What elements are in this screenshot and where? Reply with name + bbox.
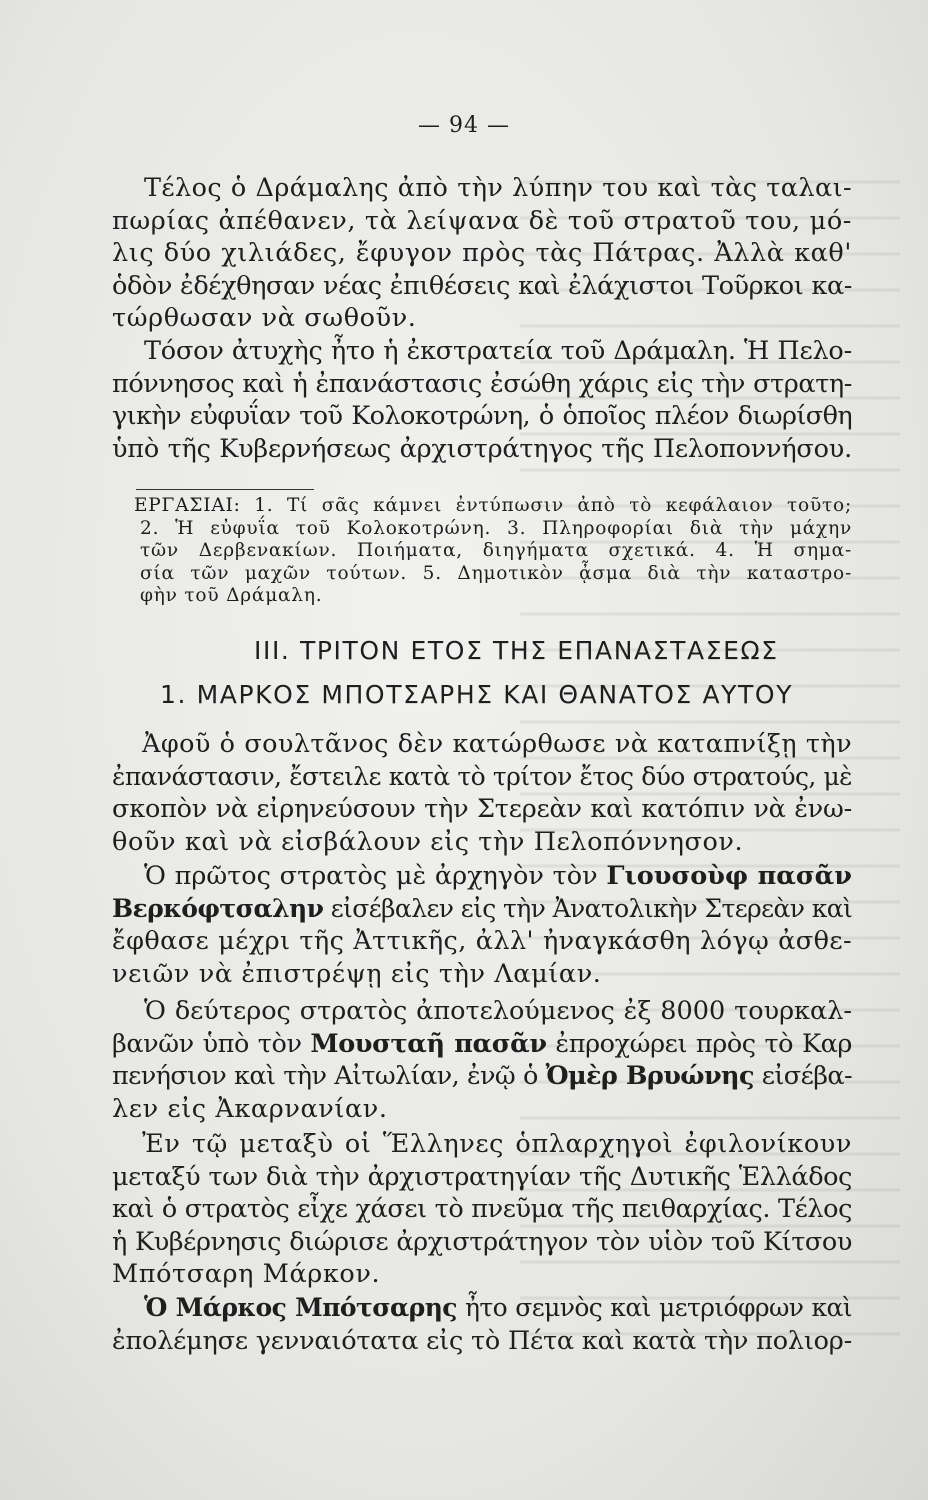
- exercises-block: [134, 495, 852, 608]
- name-yusuf-pasha: Γιουσοὺφ πασᾶν: [606, 861, 852, 891]
- text-line: βανῶν ὑπὸ τὸν Μουσταῆ πασᾶν ἐπροχώρει πρὸς τὸ Καρ: [112, 1028, 852, 1059]
- paragraph-kolokotronis: [112, 335, 852, 465]
- text-line: γικὴν εὐφυΐαν τοῦ Κολοκοτρώνη, ὁ ὁποῖος πλέον διωρίσθη: [112, 401, 852, 431]
- text-line: ὑπὸ τῆς Κυβερνήσεως ἀρχιστράτηγος τῆς Πελοποννήσου.: [112, 433, 852, 464]
- text-line: Τόσον ἀτυχὴς ἦτο ἡ ἐκστρατεία τοῦ Δράμαλη. Ἡ Πελο-: [144, 336, 852, 366]
- text-line: ἔφθασε μέχρι τῆς Ἀττικῆς, ἀλλ' ἠναγκάσθη λόγῳ ἀσθε-: [112, 926, 852, 956]
- name-berkoftsali: Βερκόφτσαλην: [112, 893, 324, 923]
- text-line: ἐπανάστασιν, ἔστειλε κατὰ τὸ τρίτον ἔτος δύο στρατούς, μὲ: [112, 761, 852, 791]
- paragraph-dramali-death: [112, 172, 852, 335]
- text-line: Ἀφοῦ ὁ σουλτᾶνος δὲν κατώρθωσε νὰ καταπνίξῃ τὴν: [142, 729, 852, 759]
- paragraph-first-army: [112, 860, 852, 990]
- paragraph-markos-botsaris: [112, 1292, 852, 1357]
- exercise-line: ΕΡΓΑΣΙΑΙ: 1. Τί σᾶς κάμνει ἐντύπωσιν ἀπὸ τὸ κεφάλαιον τοῦτο;: [134, 495, 852, 516]
- exercise-line: σία τῶν μαχῶν τούτων. 5. Δημοτικὸν ᾆσμα διὰ τὴν καταστρο-: [140, 562, 852, 584]
- chapter-heading: 1. ΜΑΡΚΟΣ ΜΠΟΤΣΑΡΗΣ ΚΑΙ ΘΑΝΑΤΟΣ ΑΥΤΟΥ: [160, 680, 794, 709]
- text-line: Ἐν τῷ μεταξὺ οἱ Ἕλληνες ὁπλαρχηγοὶ ἐφιλονίκουν: [142, 1129, 852, 1159]
- text-line: ἡ Κυβέρνησις διώρισε ἀρχιστράτηγον τὸν υἱὸν τοῦ Κίτσου: [112, 1226, 852, 1257]
- text-line: Τέλος ὁ Δράμαλης ἀπὸ τὴν λύπην του καὶ τὰς ταλαι-: [144, 173, 852, 203]
- text-line: Ὁ πρῶτος στρατὸς μὲ ἀρχηγὸν τὸν Γιουσοὺφ πασᾶν: [144, 861, 852, 891]
- exercise-line: φὴν τοῦ Δράμαλη.: [140, 585, 323, 606]
- text-line: θοῦν καὶ νὰ εἰσβάλουν εἰς τὴν Πελοπόννησον.: [112, 826, 744, 857]
- text-line: λεν εἰς Ἀκαρνανίαν.: [112, 1093, 388, 1124]
- paragraph-second-army: [112, 995, 852, 1125]
- text-line: ἐπολέμησε γενναιότατα εἰς τὸ Πέτα καὶ κατὰ τὴν πολιορ-: [112, 1325, 852, 1356]
- name-markos-botsaris: Ὁ Μάρκος Μπότσαρης: [144, 1293, 457, 1322]
- separator-rule: [136, 489, 314, 490]
- exercise-line: 2. Ἡ εὐφυΐα τοῦ Κολοκοτρώνη. 3. Πληροφορίαι διὰ τὴν μάχην: [140, 517, 852, 539]
- text-line: νειῶν νὰ ἐπιστρέψῃ εἰς τὴν Λαμίαν.: [112, 958, 602, 989]
- text-line: λις δύο χιλιάδες, ἔφυγον πρὸς τὰς Πάτρας. Ἀλλὰ καθ': [112, 238, 852, 268]
- text-line: καὶ ὁ στρατὸς εἶχε χάσει τὸ πνεῦμα τῆς πειθαρχίας. Τέλος: [112, 1194, 852, 1224]
- text-line: μεταξύ των διὰ τὴν ἀρχιστρατηγίαν τῆς Δυτικῆς Ἑλλάδος: [112, 1161, 852, 1192]
- text-line: Ὁ δεύτερος στρατὸς ἀποτελούμενος ἐξ 8000 τουρκαλ-: [144, 996, 852, 1026]
- name-omer-vryonis: Ὀμὲρ Βρυώνης: [545, 1061, 754, 1091]
- page-number: — 94 —: [418, 113, 510, 138]
- paragraph-sultan-armies: [112, 728, 852, 858]
- text-line: Μπότσαρη Μάρκον.: [112, 1259, 381, 1289]
- text-line: πενήσιον καὶ τὴν Αἰτωλίαν, ἐνῷ ὁ Ὀμὲρ Βρυώνης εἰσέβα-: [112, 1061, 852, 1091]
- text-line: πωρίας ἀπέθανεν, τὰ λείψανα δὲ τοῦ στρατοῦ του, μό-: [112, 205, 852, 236]
- text-line: Βερκόφτσαλην εἰσέβαλεν εἰς τὴν Ἀνατολικὴν Στερεὰν καὶ: [112, 893, 853, 923]
- section-heading: III. ΤΡΙΤΟΝ ΕΤΟΣ ΤΗΣ ΕΠΑΝΑΣΤΑΣΕΩΣ: [254, 636, 779, 665]
- text-line: Ὁ Μάρκος Μπότσαρης ἦτο σεμνὸς καὶ μετριόφρων καὶ: [144, 1293, 852, 1322]
- text-line: ὁδὸν ἐδέχθησαν νέας ἐπιθέσεις καὶ ἐλάχιστοι Τοῦρκοι κα-: [112, 270, 852, 301]
- text-line: σκοπὸν νὰ εἰρηνεύσουν τὴν Στερεὰν καὶ κατόπιν νὰ ἐνω-: [112, 794, 852, 824]
- name-moustai-pasha: Μουσταῆ πασᾶν: [310, 1028, 547, 1059]
- exercise-line: τῶν Δερβενακίων. Ποιήματα, διηγήματα σχετικά. 4. Ἡ σημα-: [140, 540, 852, 561]
- text-line: τώρθωσαν νὰ σωθοῦν.: [112, 303, 417, 333]
- text-line: πόννησος καὶ ἡ ἐπανάστασις ἐσώθη χάρις εἰς τὴν στρατη-: [112, 368, 852, 399]
- paragraph-commanders: [112, 1128, 852, 1291]
